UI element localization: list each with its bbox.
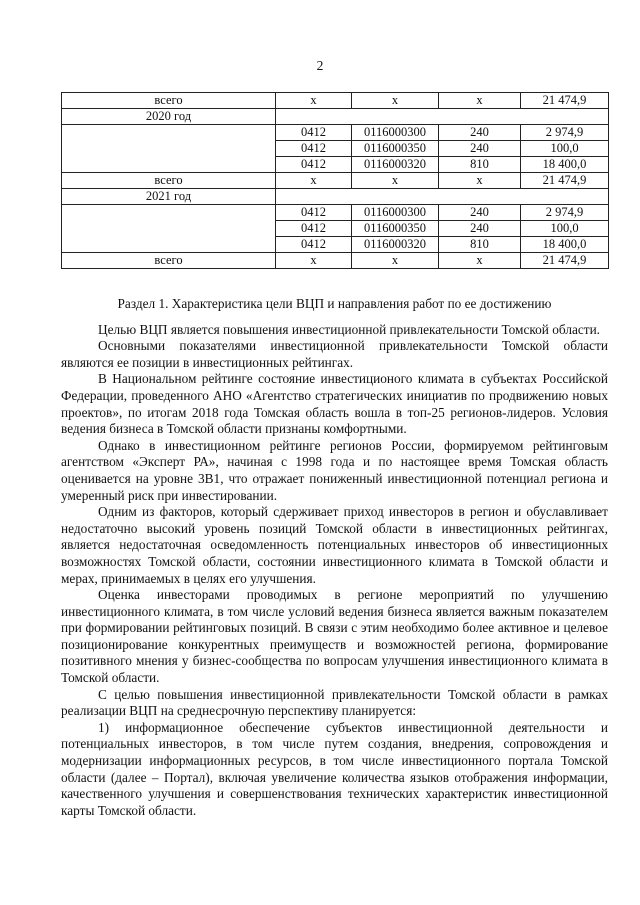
table-row (62, 205, 609, 221)
table-cell: х (439, 173, 521, 189)
total-label: всего (62, 253, 276, 269)
table-cell: х (276, 93, 352, 109)
empty-cell (276, 109, 609, 125)
empty-cell (276, 189, 609, 205)
table-cell: 240 (439, 141, 521, 157)
year-label: 2021 год (62, 189, 276, 205)
table-row-total (62, 173, 609, 189)
budget-table (61, 92, 609, 269)
paragraph: Оценка инвесторами проводимых в регионе мероприятий по улучшению инвестиционного климата, в том числе условий ведения бизнеса является важным показателем при формировании рейтинговых позиций. В связи с этим необходимо более активное и целевое позиционирование конкурентных преимуществ и возможностей региона, формирование позитивного мнения у бизнес-сообщества по вопросам улучшения инвестиционного климата в Томской области. (61, 587, 608, 686)
table-cell: 240 (439, 221, 521, 237)
table-row-total (62, 93, 609, 109)
paragraph: В Национальном рейтинге состояние инвестиционого климата в субъектах Российской Федерации, проведенного АНО «Агентство стратегических инициатив по продвижению новых проектов», по итогам 2018 года Томская область вошла в топ-25 регионов-лидеров. Условия ведения бизнеса в Томской области признаны комфортными. (61, 371, 608, 437)
table-cell: х (352, 173, 439, 189)
table-cell: 0116000350 (352, 141, 439, 157)
table-row-year (62, 189, 609, 205)
paragraph: Одним из факторов, который сдерживает приход инвесторов в регион и обуславливает недостаточно высокий уровень позиций Томской области в инвестиционных рейтингах, является недостаточная осведомленность потенциальных инвесторов об инвестиционных возможностях Томской области, состоянии инвестиционного климата в Томской области и мерах, принимаемых в целях его улучшения. (61, 504, 608, 586)
section-1 (61, 296, 608, 819)
table-cell: х (276, 173, 352, 189)
paragraph: Основными показателями инвестиционной привлекательности Томской области являются ее позиции в инвестиционных рейтингах. (61, 338, 608, 370)
table-cell: х (276, 253, 352, 269)
page-number: 2 (316, 58, 324, 73)
table-row (62, 125, 609, 141)
budget-table-body (62, 93, 609, 269)
table-cell: 18 400,0 (521, 157, 609, 173)
table-cell: х (439, 93, 521, 109)
table-cell: 810 (439, 157, 521, 173)
table-cell: 0412 (276, 125, 352, 141)
table-cell: 21 474,9 (521, 253, 609, 269)
table-cell: 2 974,9 (521, 205, 609, 221)
total-label: всего (62, 173, 276, 189)
table-cell: 0412 (276, 221, 352, 237)
total-label: всего (62, 93, 276, 109)
table-cell: 21 474,9 (521, 173, 609, 189)
paragraph: Однако в инвестиционном рейтинге регионов России, формируемом рейтинговым агентством «Эксперт РА», начиная с 1998 года и по настоящее время Томская область оценивается на уровне 3В1, что отражает пониженный инвестиционной потенциал региона и умеренный риск при инвестировании. (61, 437, 608, 503)
paragraph: 1) информационное обеспечение субъектов инвестиционной деятельности и потенциальных инвесторов, в том числе путем создания, внедрения, сопровождения и модернизации информационных ресурсов, в том числе инвестиционного портала Томской области (далее – Портал), включая увеличение количества языков отображения информации, качественного улучшения и совершенствования технических характеристик инвестиционной карты Томской области. (61, 719, 608, 818)
table-cell: 0412 (276, 237, 352, 253)
table-cell: 0412 (276, 157, 352, 173)
table-cell: 0116000300 (352, 125, 439, 141)
table-cell: 100,0 (521, 141, 609, 157)
table-cell: 240 (439, 125, 521, 141)
section-title: Раздел 1. Характеристика цели ВЦП и направления работ по ее достижению (117, 296, 552, 311)
paragraph: С целью повышения инвестиционной привлекательности Томской области в рамках реализации ВЦП на среднесрочную перспективу планируется: (61, 686, 608, 719)
table-cell: х (352, 93, 439, 109)
table-cell: 240 (439, 205, 521, 221)
table-cell: 21 474,9 (521, 93, 609, 109)
table-cell: 0116000300 (352, 205, 439, 221)
table-cell: х (352, 253, 439, 269)
table-cell: 18 400,0 (521, 237, 609, 253)
empty-cell (62, 205, 276, 253)
paragraph: Целью ВЦП является повышения инвестиционной привлекательности Томской области. (98, 321, 601, 337)
table-cell: 0116000320 (352, 157, 439, 173)
table-cell: 100,0 (521, 221, 609, 237)
table-row-year (62, 109, 609, 125)
table-cell: 0412 (276, 205, 352, 221)
table-cell: 0116000320 (352, 237, 439, 253)
table-row-total (62, 253, 609, 269)
table-cell: 0412 (276, 141, 352, 157)
table-cell: 0116000350 (352, 221, 439, 237)
table-cell: 810 (439, 237, 521, 253)
empty-cell (62, 125, 276, 173)
table-cell: х (439, 253, 521, 269)
year-label: 2020 год (62, 109, 276, 125)
table-cell: 2 974,9 (521, 125, 609, 141)
